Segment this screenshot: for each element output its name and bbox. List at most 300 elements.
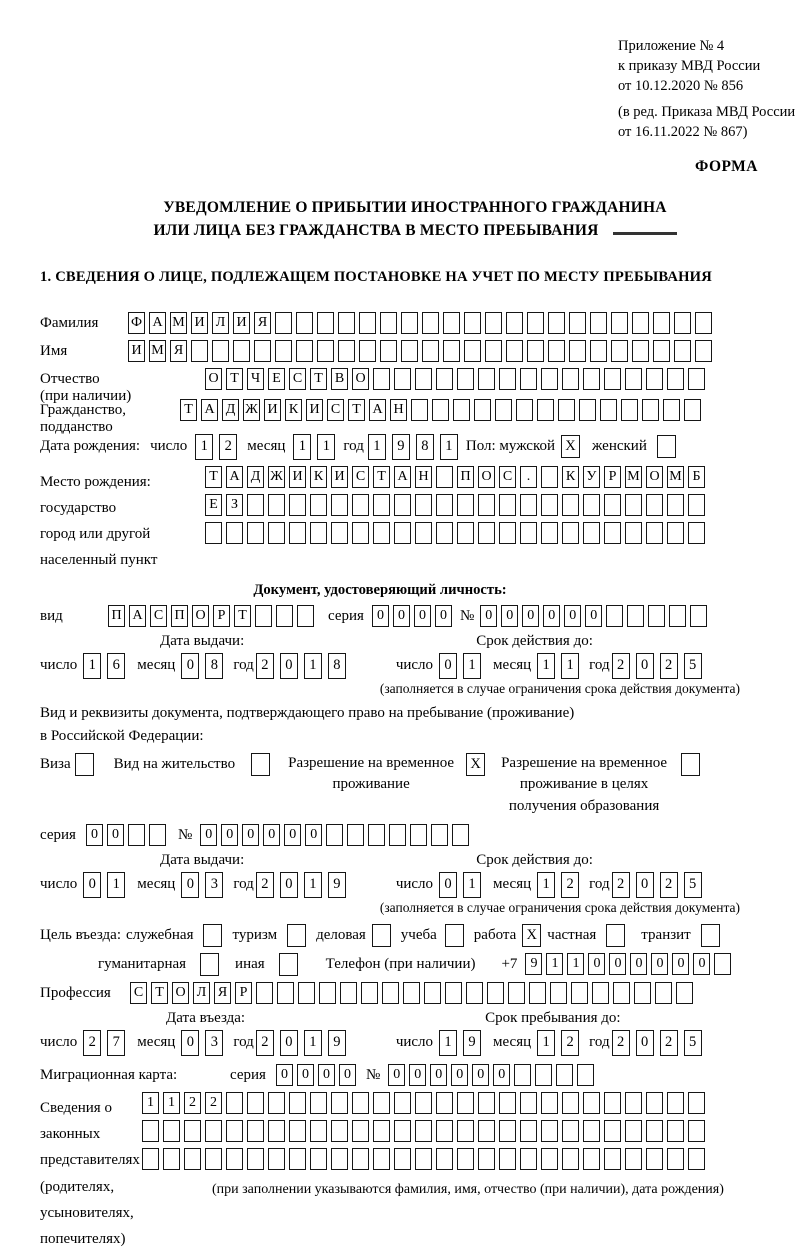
char-cell[interactable] — [310, 494, 327, 516]
char-cell[interactable] — [233, 340, 250, 362]
char-cell[interactable]: 2 — [256, 872, 274, 898]
char-cell[interactable] — [380, 340, 397, 362]
char-cell[interactable]: 0 — [393, 605, 410, 627]
char-cell[interactable] — [415, 1120, 432, 1142]
char-cell[interactable] — [373, 494, 390, 516]
char-cell[interactable] — [296, 340, 313, 362]
char-cell[interactable]: М — [170, 312, 187, 334]
char-cell[interactable]: И — [191, 312, 208, 334]
char-cell[interactable]: 1 — [463, 653, 481, 679]
char-cell[interactable] — [359, 312, 376, 334]
char-cell[interactable] — [289, 1092, 306, 1114]
char-cell[interactable]: 0 — [588, 953, 605, 975]
char-cell[interactable]: Ж — [268, 466, 285, 488]
char-cell[interactable] — [457, 1148, 474, 1170]
char-cell[interactable] — [520, 1092, 537, 1114]
char-cell[interactable] — [625, 494, 642, 516]
purpose-study-checkbox[interactable] — [445, 924, 464, 947]
char-cell[interactable] — [226, 1092, 243, 1114]
char-cell[interactable]: Т — [373, 466, 390, 488]
char-cell[interactable] — [289, 1148, 306, 1170]
char-cell[interactable]: 0 — [242, 824, 259, 846]
char-cell[interactable] — [142, 1120, 159, 1142]
char-cell[interactable] — [340, 982, 357, 1004]
char-cell[interactable] — [558, 399, 575, 421]
char-cell[interactable] — [499, 368, 516, 390]
char-cell[interactable] — [562, 1120, 579, 1142]
char-cell[interactable]: 0 — [609, 953, 626, 975]
char-cell[interactable]: Д — [247, 466, 264, 488]
char-cell[interactable] — [373, 368, 390, 390]
char-cell[interactable] — [457, 368, 474, 390]
char-cell[interactable] — [457, 1120, 474, 1142]
char-cell[interactable]: 0 — [221, 824, 238, 846]
char-cell[interactable] — [667, 1148, 684, 1170]
char-cell[interactable]: С — [499, 466, 516, 488]
char-cell[interactable]: Т — [310, 368, 327, 390]
residence-permit-checkbox[interactable] — [251, 753, 270, 776]
char-cell[interactable]: Р — [213, 605, 230, 627]
char-cell[interactable] — [464, 312, 481, 334]
char-cell[interactable]: Л — [193, 982, 210, 1004]
char-cell[interactable]: Б — [688, 466, 705, 488]
char-cell[interactable]: С — [150, 605, 167, 627]
char-cell[interactable]: 0 — [181, 1030, 199, 1056]
char-cell[interactable]: И — [128, 340, 145, 362]
char-cell[interactable] — [268, 1120, 285, 1142]
char-cell[interactable]: 1 — [537, 653, 555, 679]
char-cell[interactable] — [577, 1064, 594, 1086]
char-cell[interactable]: 2 — [256, 1030, 274, 1056]
char-cell[interactable]: 2 — [612, 1030, 630, 1056]
char-cell[interactable]: 0 — [439, 653, 457, 679]
char-cell[interactable]: 2 — [256, 653, 274, 679]
char-cell[interactable] — [499, 522, 516, 544]
char-cell[interactable]: И — [289, 466, 306, 488]
char-cell[interactable] — [338, 340, 355, 362]
char-cell[interactable] — [457, 494, 474, 516]
char-cell[interactable] — [541, 1148, 558, 1170]
char-cell[interactable] — [289, 1120, 306, 1142]
char-cell[interactable] — [424, 982, 441, 1004]
char-cell[interactable] — [506, 312, 523, 334]
char-cell[interactable] — [452, 824, 469, 846]
purpose-work-checkbox[interactable]: X — [522, 924, 541, 947]
char-cell[interactable] — [590, 340, 607, 362]
char-cell[interactable]: 5 — [684, 653, 702, 679]
char-cell[interactable]: 9 — [328, 1030, 346, 1056]
char-cell[interactable]: Р — [604, 466, 621, 488]
char-cell[interactable]: Т — [226, 368, 243, 390]
char-cell[interactable] — [436, 466, 453, 488]
char-cell[interactable]: З — [226, 494, 243, 516]
char-cell[interactable] — [520, 494, 537, 516]
char-cell[interactable] — [247, 1092, 264, 1114]
char-cell[interactable]: 3 — [205, 1030, 223, 1056]
char-cell[interactable] — [625, 368, 642, 390]
char-cell[interactable]: 0 — [280, 653, 298, 679]
char-cell[interactable] — [695, 312, 712, 334]
char-cell[interactable] — [247, 1148, 264, 1170]
char-cell[interactable] — [529, 982, 546, 1004]
char-cell[interactable] — [352, 494, 369, 516]
char-cell[interactable] — [226, 1148, 243, 1170]
char-cell[interactable]: Я — [214, 982, 231, 1004]
char-cell[interactable] — [604, 522, 621, 544]
char-cell[interactable] — [613, 982, 630, 1004]
char-cell[interactable]: 2 — [660, 872, 678, 898]
char-cell[interactable] — [611, 312, 628, 334]
char-cell[interactable] — [541, 1092, 558, 1114]
char-cell[interactable] — [646, 1148, 663, 1170]
char-cell[interactable] — [352, 1148, 369, 1170]
char-cell[interactable] — [352, 1092, 369, 1114]
char-cell[interactable] — [688, 368, 705, 390]
char-cell[interactable]: К — [562, 466, 579, 488]
char-cell[interactable] — [506, 340, 523, 362]
char-cell[interactable] — [520, 1120, 537, 1142]
char-cell[interactable]: 0 — [636, 872, 654, 898]
char-cell[interactable] — [562, 1092, 579, 1114]
char-cell[interactable]: 1 — [561, 653, 579, 679]
char-cell[interactable]: С — [289, 368, 306, 390]
char-cell[interactable] — [667, 522, 684, 544]
purpose-humanitarian-checkbox[interactable] — [200, 953, 219, 976]
char-cell[interactable] — [590, 312, 607, 334]
char-cell[interactable] — [247, 1120, 264, 1142]
char-cell[interactable]: 9 — [328, 872, 346, 898]
char-cell[interactable]: К — [285, 399, 302, 421]
char-cell[interactable]: 0 — [414, 605, 431, 627]
char-cell[interactable] — [436, 522, 453, 544]
char-cell[interactable] — [436, 1120, 453, 1142]
char-cell[interactable] — [478, 522, 495, 544]
char-cell[interactable]: О — [646, 466, 663, 488]
char-cell[interactable]: 0 — [181, 653, 199, 679]
char-cell[interactable]: 0 — [318, 1064, 335, 1086]
char-cell[interactable]: 0 — [181, 872, 199, 898]
char-cell[interactable] — [688, 1092, 705, 1114]
char-cell[interactable]: 0 — [305, 824, 322, 846]
sex-male-checkbox[interactable]: X — [561, 435, 580, 458]
char-cell[interactable] — [695, 340, 712, 362]
char-cell[interactable] — [226, 1120, 243, 1142]
char-cell[interactable]: Е — [205, 494, 222, 516]
char-cell[interactable] — [436, 1148, 453, 1170]
char-cell[interactable]: С — [327, 399, 344, 421]
char-cell[interactable]: П — [457, 466, 474, 488]
char-cell[interactable] — [331, 1148, 348, 1170]
char-cell[interactable]: 2 — [612, 872, 630, 898]
char-cell[interactable]: 0 — [339, 1064, 356, 1086]
char-cell[interactable] — [436, 368, 453, 390]
char-cell[interactable]: 0 — [280, 1030, 298, 1056]
char-cell[interactable] — [690, 605, 707, 627]
char-cell[interactable]: 5 — [684, 1030, 702, 1056]
char-cell[interactable]: 0 — [636, 1030, 654, 1056]
char-cell[interactable] — [347, 824, 364, 846]
char-cell[interactable]: 0 — [83, 872, 101, 898]
char-cell[interactable]: 2 — [219, 434, 237, 460]
char-cell[interactable] — [535, 1064, 552, 1086]
char-cell[interactable]: М — [667, 466, 684, 488]
char-cell[interactable]: С — [352, 466, 369, 488]
char-cell[interactable] — [289, 494, 306, 516]
char-cell[interactable]: 0 — [372, 605, 389, 627]
char-cell[interactable] — [268, 1092, 285, 1114]
char-cell[interactable] — [415, 1148, 432, 1170]
char-cell[interactable] — [373, 1148, 390, 1170]
char-cell[interactable] — [255, 605, 272, 627]
char-cell[interactable] — [352, 522, 369, 544]
char-cell[interactable] — [310, 522, 327, 544]
char-cell[interactable] — [436, 494, 453, 516]
purpose-tourism-checkbox[interactable] — [287, 924, 306, 947]
char-cell[interactable] — [499, 1148, 516, 1170]
char-cell[interactable] — [583, 1120, 600, 1142]
char-cell[interactable] — [331, 1120, 348, 1142]
char-cell[interactable]: К — [310, 466, 327, 488]
char-cell[interactable]: 0 — [451, 1064, 468, 1086]
char-cell[interactable] — [541, 522, 558, 544]
char-cell[interactable] — [478, 1092, 495, 1114]
char-cell[interactable] — [254, 340, 271, 362]
char-cell[interactable] — [625, 522, 642, 544]
char-cell[interactable] — [688, 1120, 705, 1142]
char-cell[interactable] — [653, 312, 670, 334]
char-cell[interactable] — [394, 1092, 411, 1114]
char-cell[interactable] — [163, 1148, 180, 1170]
char-cell[interactable] — [571, 982, 588, 1004]
char-cell[interactable] — [688, 522, 705, 544]
char-cell[interactable]: Р — [235, 982, 252, 1004]
char-cell[interactable] — [474, 399, 491, 421]
char-cell[interactable] — [457, 522, 474, 544]
purpose-transit-checkbox[interactable] — [701, 924, 720, 947]
char-cell[interactable] — [394, 368, 411, 390]
char-cell[interactable] — [485, 340, 502, 362]
char-cell[interactable] — [373, 1120, 390, 1142]
char-cell[interactable] — [436, 1092, 453, 1114]
char-cell[interactable] — [583, 522, 600, 544]
char-cell[interactable] — [331, 1092, 348, 1114]
char-cell[interactable] — [653, 340, 670, 362]
char-cell[interactable]: 1 — [293, 434, 311, 460]
char-cell[interactable] — [583, 1092, 600, 1114]
char-cell[interactable] — [667, 368, 684, 390]
char-cell[interactable] — [331, 494, 348, 516]
char-cell[interactable]: Д — [222, 399, 239, 421]
char-cell[interactable]: 9 — [463, 1030, 481, 1056]
char-cell[interactable]: Л — [212, 312, 229, 334]
char-cell[interactable] — [714, 953, 731, 975]
char-cell[interactable] — [674, 340, 691, 362]
char-cell[interactable]: 2 — [205, 1092, 222, 1114]
char-cell[interactable] — [453, 399, 470, 421]
char-cell[interactable] — [317, 312, 334, 334]
char-cell[interactable]: 8 — [416, 434, 434, 460]
char-cell[interactable] — [296, 312, 313, 334]
char-cell[interactable]: 0 — [276, 1064, 293, 1086]
char-cell[interactable] — [508, 982, 525, 1004]
char-cell[interactable] — [583, 1148, 600, 1170]
char-cell[interactable] — [600, 399, 617, 421]
char-cell[interactable]: 9 — [525, 953, 542, 975]
char-cell[interactable] — [569, 340, 586, 362]
char-cell[interactable] — [646, 522, 663, 544]
char-cell[interactable] — [205, 522, 222, 544]
char-cell[interactable] — [487, 982, 504, 1004]
char-cell[interactable]: 0 — [564, 605, 581, 627]
char-cell[interactable]: 0 — [86, 824, 103, 846]
char-cell[interactable] — [604, 494, 621, 516]
char-cell[interactable]: 3 — [205, 872, 223, 898]
char-cell[interactable] — [268, 1148, 285, 1170]
char-cell[interactable] — [373, 1092, 390, 1114]
char-cell[interactable] — [331, 522, 348, 544]
char-cell[interactable] — [592, 982, 609, 1004]
char-cell[interactable]: Т — [234, 605, 251, 627]
char-cell[interactable]: 1 — [537, 1030, 555, 1056]
char-cell[interactable]: Н — [390, 399, 407, 421]
char-cell[interactable]: 0 — [435, 605, 452, 627]
char-cell[interactable] — [445, 982, 462, 1004]
char-cell[interactable] — [516, 399, 533, 421]
char-cell[interactable] — [205, 1120, 222, 1142]
char-cell[interactable] — [688, 1148, 705, 1170]
char-cell[interactable]: Я — [254, 312, 271, 334]
char-cell[interactable]: 1 — [304, 653, 322, 679]
char-cell[interactable] — [275, 312, 292, 334]
char-cell[interactable]: 1 — [304, 1030, 322, 1056]
char-cell[interactable] — [247, 494, 264, 516]
char-cell[interactable] — [422, 312, 439, 334]
char-cell[interactable]: А — [129, 605, 146, 627]
char-cell[interactable] — [569, 312, 586, 334]
char-cell[interactable]: 0 — [409, 1064, 426, 1086]
char-cell[interactable]: И — [233, 312, 250, 334]
char-cell[interactable] — [655, 982, 672, 1004]
char-cell[interactable] — [411, 399, 428, 421]
char-cell[interactable] — [562, 1148, 579, 1170]
char-cell[interactable] — [684, 399, 701, 421]
char-cell[interactable]: 0 — [651, 953, 668, 975]
char-cell[interactable] — [579, 399, 596, 421]
char-cell[interactable] — [310, 1148, 327, 1170]
char-cell[interactable]: А — [201, 399, 218, 421]
char-cell[interactable]: Т — [205, 466, 222, 488]
char-cell[interactable]: П — [171, 605, 188, 627]
char-cell[interactable] — [205, 1148, 222, 1170]
char-cell[interactable]: А — [226, 466, 243, 488]
char-cell[interactable] — [432, 399, 449, 421]
char-cell[interactable]: А — [149, 312, 166, 334]
char-cell[interactable] — [688, 494, 705, 516]
char-cell[interactable]: 0 — [200, 824, 217, 846]
char-cell[interactable] — [527, 340, 544, 362]
char-cell[interactable] — [541, 494, 558, 516]
char-cell[interactable] — [499, 1120, 516, 1142]
char-cell[interactable] — [625, 1092, 642, 1114]
char-cell[interactable] — [646, 368, 663, 390]
char-cell[interactable]: 5 — [684, 872, 702, 898]
char-cell[interactable] — [394, 1120, 411, 1142]
char-cell[interactable] — [415, 522, 432, 544]
char-cell[interactable]: 1 — [440, 434, 458, 460]
char-cell[interactable]: 0 — [543, 605, 560, 627]
char-cell[interactable] — [621, 399, 638, 421]
char-cell[interactable] — [443, 340, 460, 362]
char-cell[interactable]: 8 — [328, 653, 346, 679]
char-cell[interactable]: 0 — [480, 605, 497, 627]
char-cell[interactable] — [674, 312, 691, 334]
char-cell[interactable] — [368, 824, 385, 846]
char-cell[interactable]: У — [583, 466, 600, 488]
char-cell[interactable]: 0 — [522, 605, 539, 627]
char-cell[interactable]: . — [520, 466, 537, 488]
char-cell[interactable] — [394, 494, 411, 516]
char-cell[interactable] — [485, 312, 502, 334]
char-cell[interactable]: М — [625, 466, 642, 488]
char-cell[interactable]: С — [130, 982, 147, 1004]
char-cell[interactable] — [401, 312, 418, 334]
char-cell[interactable]: 0 — [672, 953, 689, 975]
char-cell[interactable] — [184, 1120, 201, 1142]
char-cell[interactable] — [520, 368, 537, 390]
char-cell[interactable]: 0 — [493, 1064, 510, 1086]
char-cell[interactable] — [466, 982, 483, 1004]
char-cell[interactable] — [634, 982, 651, 1004]
char-cell[interactable] — [669, 605, 686, 627]
char-cell[interactable] — [373, 522, 390, 544]
char-cell[interactable] — [562, 522, 579, 544]
char-cell[interactable]: 0 — [585, 605, 602, 627]
char-cell[interactable]: 0 — [263, 824, 280, 846]
char-cell[interactable] — [277, 982, 294, 1004]
char-cell[interactable] — [604, 1092, 621, 1114]
char-cell[interactable]: 1 — [195, 434, 213, 460]
rvp-education-checkbox[interactable] — [681, 753, 700, 776]
char-cell[interactable] — [403, 982, 420, 1004]
char-cell[interactable]: 0 — [501, 605, 518, 627]
char-cell[interactable]: 6 — [107, 653, 125, 679]
char-cell[interactable] — [268, 494, 285, 516]
char-cell[interactable] — [317, 340, 334, 362]
char-cell[interactable] — [478, 1120, 495, 1142]
char-cell[interactable] — [646, 1092, 663, 1114]
char-cell[interactable]: 0 — [693, 953, 710, 975]
char-cell[interactable]: 1 — [304, 872, 322, 898]
char-cell[interactable] — [382, 982, 399, 1004]
char-cell[interactable]: 2 — [561, 872, 579, 898]
char-cell[interactable] — [499, 1092, 516, 1114]
char-cell[interactable]: О — [478, 466, 495, 488]
char-cell[interactable] — [632, 340, 649, 362]
char-cell[interactable] — [275, 340, 292, 362]
char-cell[interactable] — [184, 1148, 201, 1170]
char-cell[interactable] — [499, 494, 516, 516]
char-cell[interactable] — [359, 340, 376, 362]
char-cell[interactable] — [394, 522, 411, 544]
char-cell[interactable]: 7 — [107, 1030, 125, 1056]
char-cell[interactable] — [627, 605, 644, 627]
char-cell[interactable]: 0 — [388, 1064, 405, 1086]
char-cell[interactable] — [548, 312, 565, 334]
visa-checkbox[interactable] — [75, 753, 94, 776]
char-cell[interactable] — [212, 340, 229, 362]
char-cell[interactable] — [415, 1092, 432, 1114]
rvp-checkbox[interactable]: X — [466, 753, 485, 776]
